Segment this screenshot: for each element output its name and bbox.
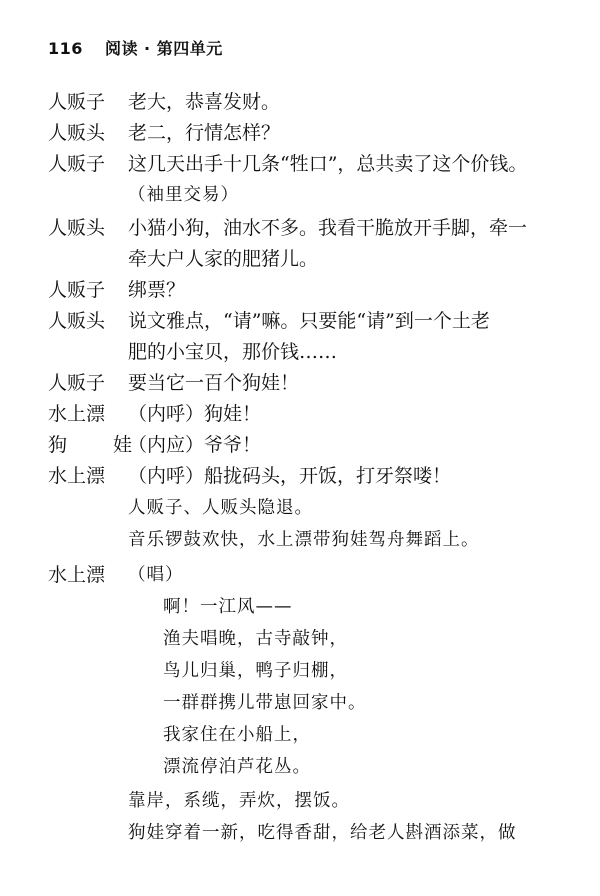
speaker-label: 水上漂: [48, 403, 106, 425]
speaker-label: 狗 娃: [48, 434, 153, 456]
dialogue-text: 老二，行情怎样？: [128, 122, 281, 144]
speaker-label: 人贩子: [48, 279, 106, 301]
verse-text: 一群群携儿带崽回家中。: [163, 693, 367, 713]
dialogue-text: （内应）爷爷！: [128, 434, 262, 456]
speaker-label: 人贩子: [48, 372, 106, 394]
dialogue-text: 这几天出手十几条“牲口”，总共卖了这个价钱。: [128, 153, 528, 175]
dialogue-text: 老大，恭喜发财。: [128, 91, 281, 113]
speaker-label: 人贩子: [48, 153, 106, 175]
dialogue-text: 绑票？: [128, 279, 186, 301]
speaker-label: 人贩头: [48, 122, 106, 144]
stage-direction-text: 人贩子、人贩头隐退。: [128, 498, 313, 518]
verse-text: 漂流停泊芦花丛。: [163, 757, 311, 777]
page-number: 116: [48, 39, 83, 58]
speaker-label: 人贩头: [48, 310, 106, 332]
dialogue-text: 牵大户人家的肥猪儿。: [128, 248, 319, 270]
stage-direction-text: 靠岸，系缆，弄炊，摆饭。: [128, 791, 350, 811]
stage-direction-text: （袖里交易）: [128, 185, 239, 205]
speaker-label: 水上漂: [48, 465, 106, 487]
stage-direction-text: 音乐锣鼓欢快，水上漂带狗娃驾舟舞蹈上。: [128, 530, 480, 550]
verse-text: 我家住在小船上，: [163, 725, 311, 745]
stage-direction-text: 狗娃穿着一新，吃得香甜，给老人斟酒添菜，做: [128, 823, 517, 843]
page-header: [48, 36, 223, 59]
dialogue-text: 小猫小狗，油水不多。我看干脆放开手脚，牵一: [128, 217, 528, 239]
section-title: 阅读 · 第四单元: [104, 39, 223, 58]
speaker-label: 人贩头: [48, 217, 106, 239]
dialogue-text: 要当它一百个狗娃！: [128, 372, 300, 394]
verse-text: 鸟儿归巢，鸭子归棚，: [163, 661, 348, 681]
dialogue-text: （内呼）狗娃！: [128, 403, 262, 425]
verse-text: 啊！一江风——: [163, 597, 293, 617]
speaker-label: 水上漂: [48, 564, 106, 586]
dialogue-text: 肥的小宝贝，那价钱……: [128, 341, 338, 363]
speaker-label: 人贩子: [48, 91, 106, 113]
dialogue-text: 说文雅点，“请”嘛。只要能“请”到一个土老: [128, 310, 490, 332]
verse-text: 渔夫唱晚，古寺敲钟，: [163, 629, 348, 649]
stage-direction-text: （唱）: [128, 565, 184, 585]
dialogue-text: （内呼）船拢码头，开饭，打牙祭喽！: [128, 465, 452, 487]
